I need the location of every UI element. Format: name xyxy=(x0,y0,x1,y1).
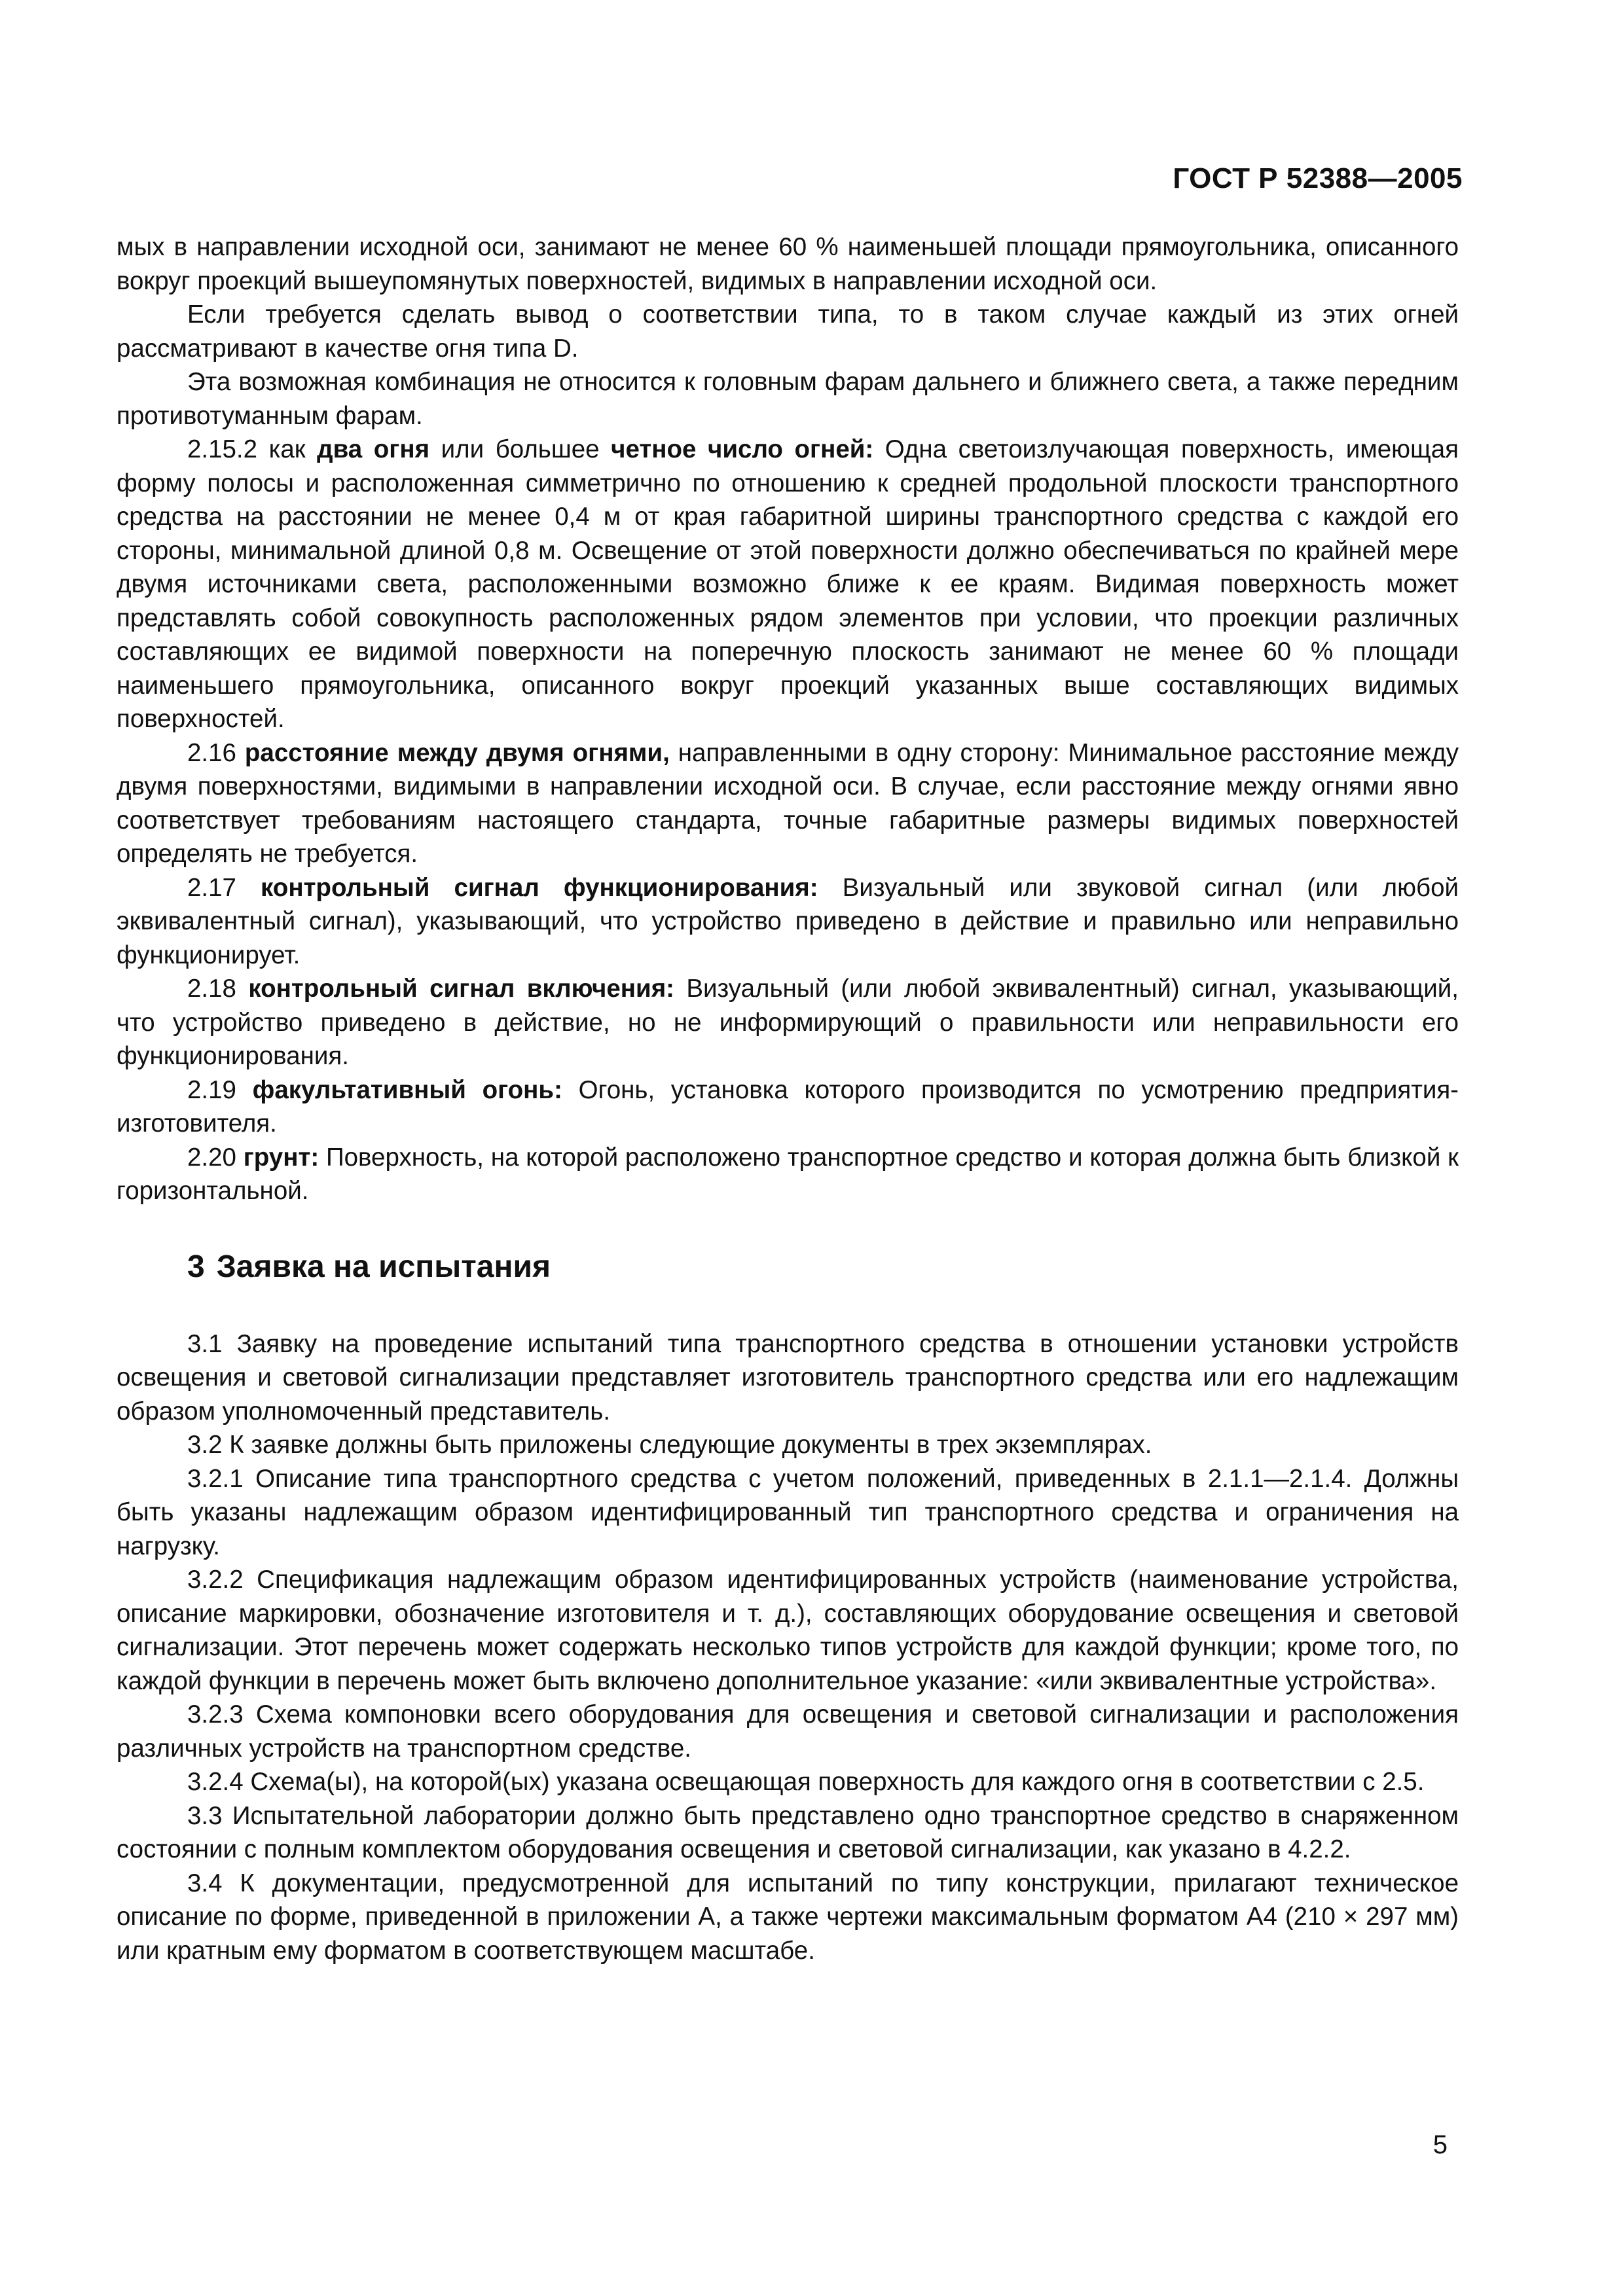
definition-term: контрольный сигнал включения: xyxy=(248,975,674,1003)
clause-number: 2.20 xyxy=(187,1143,244,1172)
paragraph: Если требуется сделать вывод о соответствии типа, то в таком случае каждый из этих огней рассматривают в качестве огня типа D. xyxy=(117,300,1459,363)
paragraph-continuation: мых в направлении исходной оси, занимают не менее 60 % наименьшей площади прямоугольника, описанного вокруг проекций вышеупомянутых поверхностей, видимых в направлении исходной оси. xyxy=(117,233,1459,295)
definition-2-17 xyxy=(117,871,1459,973)
clause-3-2-2: 3.2.2 Спецификация надлежащим образом идентифицированных устройств (наименование устройства, описание маркировки, обозначение изготовителя и т. д.), составляющих оборудование освещения и световой сигнализации. Этот перечень может содержать несколько типов устройств для каждой функции; кроме того, по каждой функции в перечень может быть включено дополнительное указание: «или эквивалентные устройства». xyxy=(117,1566,1459,1695)
definition-text: направленными в одну сторону: Минимальное расстояние между двумя поверхностями, видимыми в направлении исходной оси. В случае, если расстояние между огнями явно соответствует требованиям настоящего стандарта, точные габаритные размеры видимых поверхностей определять не требуется. xyxy=(117,738,1459,868)
definition-2-16 xyxy=(117,736,1459,871)
definition-term: факультативный огонь: xyxy=(252,1075,562,1104)
section-heading xyxy=(187,1247,1459,1287)
definition-text: Огонь, установка которого производится по усмотрению предприятия-изготовителя. xyxy=(117,1075,1459,1138)
term-bold: четное число огней: xyxy=(611,435,874,463)
paragraph: Эта возможная комбинация не относится к головным фарам дальнего и ближнего света, а также передним противотуманным фарам. xyxy=(117,368,1459,430)
clause-number: 2.17 xyxy=(187,873,261,902)
clause-3-2-3: 3.2.3 Схема компоновки всего оборудования для освещения и световой сигнализации и расположения различных устройств на транспортном средстве. xyxy=(117,1700,1459,1763)
document-body xyxy=(117,230,1459,1967)
definition-2-18 xyxy=(117,972,1459,1073)
clause-number: 2.15.2 как xyxy=(187,435,318,463)
clause-number: 2.19 xyxy=(187,1075,253,1104)
term-bold: два огня xyxy=(317,435,430,463)
definition-term: грунт: xyxy=(243,1143,319,1172)
definition-text: Поверхность, на которой расположено транспортное средство и которая должна быть близкой к горизонтальной. xyxy=(117,1143,1459,1205)
definition-term: контрольный сигнал функционирования: xyxy=(261,873,818,902)
clause-number: 2.18 xyxy=(187,975,249,1003)
definition-2-20 xyxy=(117,1141,1459,1208)
definition-text: Визуальный (или любой эквивалентный) сигнал, указывающий, что устройство приведено в действие, но не информирующий о правильности или неправильности его функционирования. xyxy=(117,975,1459,1070)
section-number: 3 xyxy=(187,1249,205,1284)
definition-term: расстояние между двумя огнями, xyxy=(244,738,670,767)
clause-3-4: 3.4 К документации, предусмотренной для испытаний по типу конструкции, прилагают техническое описание по форме, приведенной в приложении А, а также чертежи максимальным форматом А4 (210 × 297 мм) или кратным ему форматом в соответствующем масштабе. xyxy=(117,1869,1459,1965)
clause-3-2-4: 3.2.4 Схема(ы), на которой(ых) указана освещающая поверхность для каждого огня в соответствии с 2.5. xyxy=(187,1768,1425,1796)
definition-text: Визуальный или звуковой сигнал (или любой эквивалентный сигнал), указывающий, что устройство приведено в действие и правильно или неправильно функционирует. xyxy=(117,873,1459,969)
clause-2-15-2 xyxy=(117,433,1459,736)
clause-3-1: 3.1 Заявку на проведение испытаний типа транспортного средства в отношении установки устройств освещения и световой сигнализации представляет изготовитель транспортного средства или его надлежащим образом уполномоченный представитель. xyxy=(117,1329,1459,1426)
clause-text: Одна светоизлучающая поверхность, имеющая форму полосы и расположенная симметрично по отношению к средней продольной плоскости транспортного средства на расстоянии не менее 0,4 м от края габаритной ширины транспортного средства с каждой его стороны, минимальной длиной 0,8 м. Освещение от этой поверхности должно обеспечиваться по крайней мере двумя источниками света, расположенными возможно ближе к ее краям. Видимая поверхность может представлять собой совокупность расположенных рядом элементов при условии, что проекции различных составляющих ее видимой поверхности на поперечную плоскость занимают не менее 60 % площади наименьшего прямоугольника, описанного вокруг проекций указанных выше составляющих видимых поверхностей. xyxy=(117,435,1459,733)
clause-3-2-1: 3.2.1 Описание типа транспортного средства с учетом положений, приведенных в 2.1.1—2.1.4. Должны быть указаны надлежащим образом идентифицированный тип транспортного средства и ограничения на нагрузку. xyxy=(117,1464,1459,1560)
clause-3-3: 3.3 Испытательной лаборатории должно быть представлено одно транспортное средство в снаряженном состоянии с полным комплектом оборудования освещения и световой сигнализации, как указано в 4.2.2. xyxy=(117,1801,1459,1863)
standard-designation: ГОСТ Р 52388—2005 xyxy=(1173,162,1463,194)
clause-3-2: 3.2 К заявке должны быть приложены следующие документы в трех экземплярах. xyxy=(187,1431,1152,1459)
page-number: 5 xyxy=(1432,2130,1448,2159)
clause-number: 2.16 xyxy=(187,738,245,767)
clause-text: или большее xyxy=(429,435,611,463)
definition-2-19 xyxy=(117,1073,1459,1141)
section-title: Заявка на испытания xyxy=(216,1249,551,1284)
